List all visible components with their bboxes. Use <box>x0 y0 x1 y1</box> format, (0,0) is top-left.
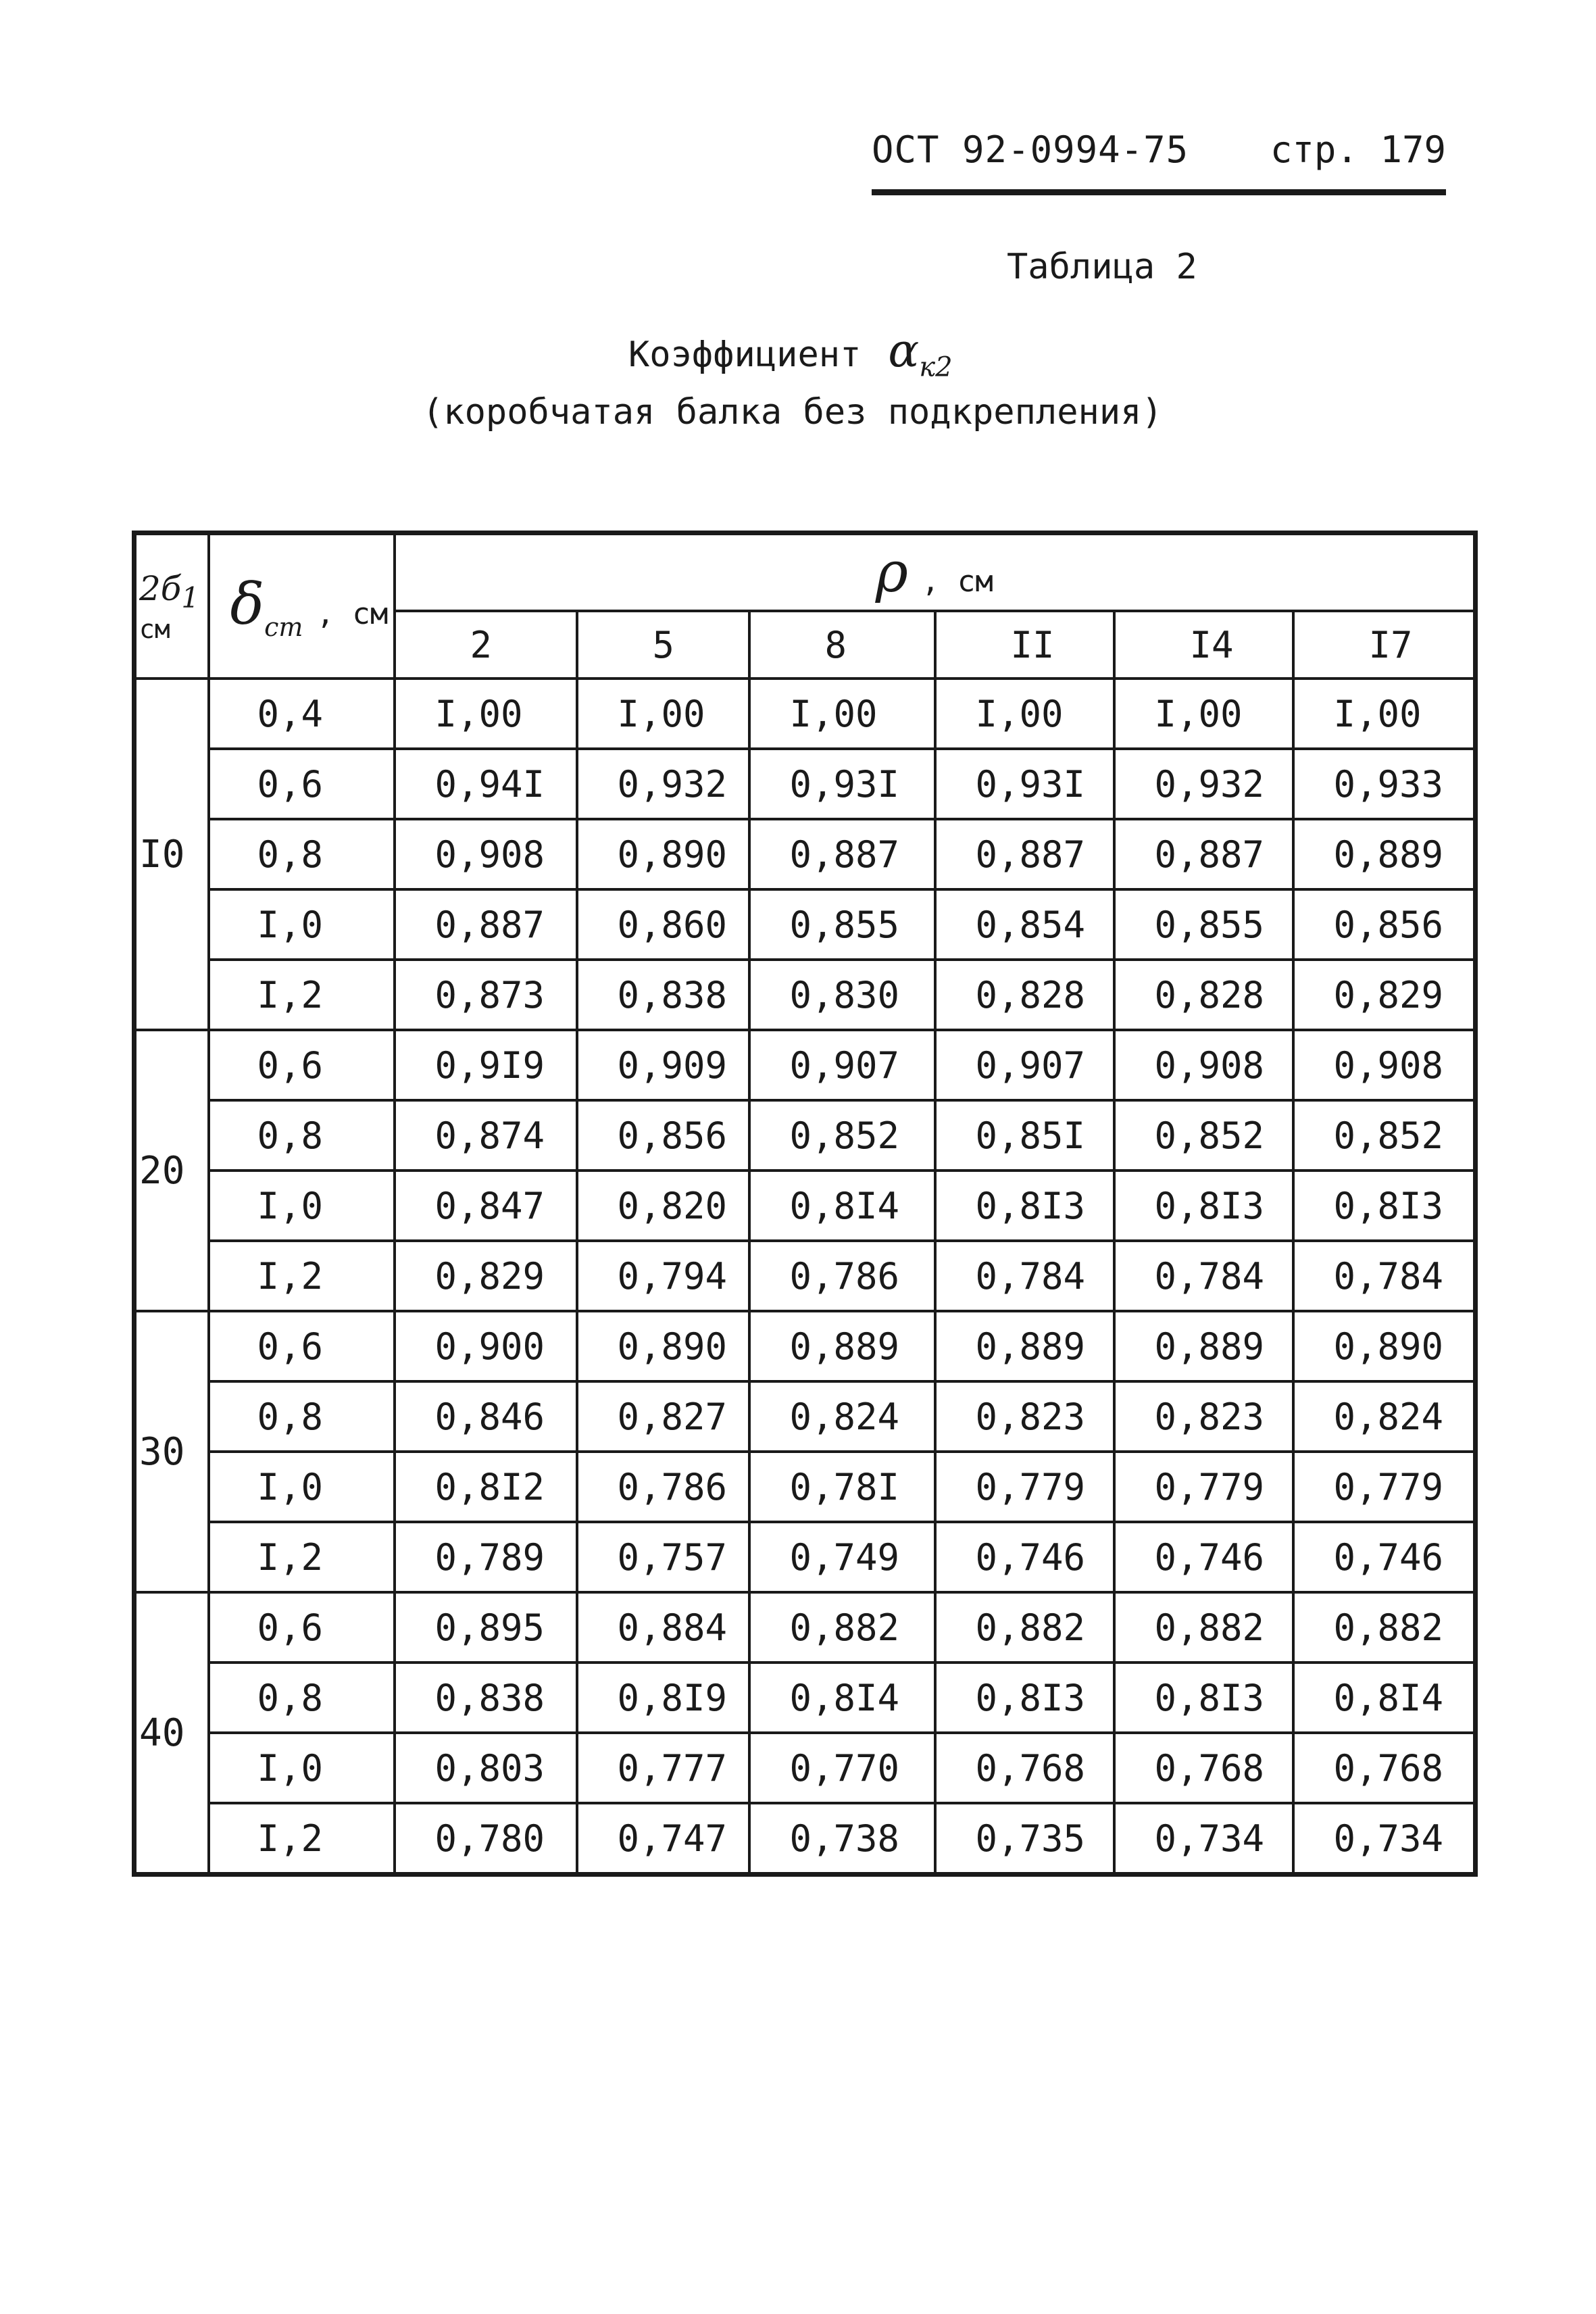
coefficient-cell: 0,827 <box>577 1381 749 1452</box>
coefficient-cell: 0,8I3 <box>935 1663 1114 1733</box>
coefficient-cell: 0,884 <box>577 1592 749 1663</box>
coefficient-cell: 0,823 <box>935 1381 1114 1452</box>
column-header-thickness <box>209 533 395 679</box>
coefficient-cell: 0,887 <box>395 889 577 960</box>
thickness-cell: I,0 <box>209 1171 395 1241</box>
rho-value-header: 2 <box>395 611 577 679</box>
delta-symbol-char: δ <box>230 570 265 637</box>
coefficient-cell: 0,779 <box>1114 1452 1293 1522</box>
coefficient-cell: 0,889 <box>749 1311 935 1381</box>
table-row <box>134 1171 1476 1241</box>
coefficient-cell: 0,747 <box>577 1803 749 1875</box>
table-row <box>134 1311 1476 1381</box>
coefficient-cell: 0,855 <box>749 889 935 960</box>
rho-value-header: II <box>935 611 1114 679</box>
coefficient-cell: 0,779 <box>1293 1452 1476 1522</box>
coefficient-cell: 0,78I <box>749 1452 935 1522</box>
coefficient-cell: 0,824 <box>749 1381 935 1452</box>
coefficient-cell: 0,8I3 <box>1293 1171 1476 1241</box>
coefficient-cell: 0,889 <box>1293 819 1476 889</box>
table-row <box>134 1030 1476 1100</box>
title-text: Коэффициент <box>628 335 862 375</box>
coefficient-cell: 0,803 <box>395 1733 577 1803</box>
delta-symbol <box>230 570 303 642</box>
coefficient-cell: 0,784 <box>1114 1241 1293 1311</box>
width-group-cell: 40 <box>134 1592 209 1875</box>
coefficient-cell: I,00 <box>749 679 935 749</box>
thickness-cell: I,0 <box>209 1733 395 1803</box>
coefficient-cell: 0,889 <box>1114 1311 1293 1381</box>
coefficient-cell: 0,768 <box>935 1733 1114 1803</box>
coefficient-cell: 0,768 <box>1293 1733 1476 1803</box>
coefficient-cell: 0,909 <box>577 1030 749 1100</box>
thickness-cell: 0,6 <box>209 1030 395 1100</box>
header-row-top <box>134 533 1476 612</box>
coefficient-cell: 0,830 <box>749 960 935 1030</box>
coefficient-cell: 0,846 <box>395 1381 577 1452</box>
coefficient-cell: 0,852 <box>1114 1100 1293 1171</box>
coefficient-cell: 0,94I <box>395 749 577 819</box>
coefficient-cell: 0,784 <box>1293 1241 1476 1311</box>
coefficient-cell: 0,8I3 <box>1114 1663 1293 1733</box>
coefficient-cell: 0,882 <box>749 1592 935 1663</box>
delta-subscript: ст <box>264 612 303 642</box>
coefficient-cell: 0,908 <box>395 819 577 889</box>
coefficient-cell: 0,820 <box>577 1171 749 1241</box>
coefficient-cell: 0,746 <box>935 1522 1114 1592</box>
coefficient-cell: 0,854 <box>935 889 1114 960</box>
thickness-cell: I,2 <box>209 960 395 1030</box>
coefficient-cell: 0,882 <box>935 1592 1114 1663</box>
coefficient-cell: I,00 <box>935 679 1114 749</box>
table-row <box>134 889 1476 960</box>
column-header-width <box>134 533 209 679</box>
thickness-cell: 0,4 <box>209 679 395 749</box>
document-code: ОСТ 92-0994-75 <box>872 128 1189 171</box>
coefficient-cell: 0,852 <box>749 1100 935 1171</box>
rho-unit: , см <box>921 564 993 599</box>
width-group-cell: I0 <box>134 679 209 1030</box>
table-row <box>134 1733 1476 1803</box>
coefficient-cell: 0,8I2 <box>395 1452 577 1522</box>
page-header <box>872 128 1446 195</box>
coefficient-cell: 0,887 <box>1114 819 1293 889</box>
table-row <box>134 1100 1476 1171</box>
rho-value-header: I7 <box>1293 611 1476 679</box>
coefficient-cell: 0,873 <box>395 960 577 1030</box>
coefficient-cell: 0,887 <box>749 819 935 889</box>
coefficient-cell: I,00 <box>1293 679 1476 749</box>
coefficient-cell: 0,757 <box>577 1522 749 1592</box>
coefficient-cell: 0,932 <box>577 749 749 819</box>
table-row <box>134 1803 1476 1875</box>
table-row <box>134 819 1476 889</box>
thickness-cell: I,2 <box>209 1522 395 1592</box>
coefficient-cell: 0,895 <box>395 1592 577 1663</box>
coefficient-cell: 0,749 <box>749 1522 935 1592</box>
coefficient-cell: 0,746 <box>1293 1522 1476 1592</box>
coefficient-cell: 0,746 <box>1114 1522 1293 1592</box>
table-subtitle: (коробчатая балка без подкрепления) <box>422 392 1163 433</box>
coefficient-cell: 0,9I9 <box>395 1030 577 1100</box>
coefficient-cell: 0,890 <box>577 1311 749 1381</box>
table-row <box>134 1452 1476 1522</box>
table-row <box>134 679 1476 749</box>
thickness-cell: 0,6 <box>209 749 395 819</box>
coefficient-table <box>132 531 1478 1877</box>
alpha-symbol <box>888 324 953 383</box>
coefficient-cell: 0,856 <box>577 1100 749 1171</box>
coefficient-cell: 0,85I <box>935 1100 1114 1171</box>
table-row <box>134 749 1476 819</box>
coefficient-cell: 0,829 <box>395 1241 577 1311</box>
coefficient-cell: I,00 <box>395 679 577 749</box>
table-title <box>628 324 953 383</box>
coefficient-cell: 0,890 <box>577 819 749 889</box>
coefficient-cell: 0,882 <box>1114 1592 1293 1663</box>
thickness-cell: 0,8 <box>209 819 395 889</box>
coefficient-cell: 0,823 <box>1114 1381 1293 1452</box>
width-unit: см <box>139 614 170 644</box>
coefficient-cell: 0,93I <box>749 749 935 819</box>
coefficient-cell: 0,933 <box>1293 749 1476 819</box>
coefficient-cell: 0,890 <box>1293 1311 1476 1381</box>
rho-value-header: I4 <box>1114 611 1293 679</box>
coefficient-cell: I,00 <box>577 679 749 749</box>
column-header-radius <box>395 533 1476 612</box>
coefficient-cell: 0,770 <box>749 1733 935 1803</box>
coefficient-cell: 0,860 <box>577 889 749 960</box>
coefficient-cell: 0,887 <box>935 819 1114 889</box>
table-row <box>134 1522 1476 1592</box>
thickness-cell: I,0 <box>209 889 395 960</box>
coefficient-cell: 0,932 <box>1114 749 1293 819</box>
width-subscript: 1 <box>181 581 199 614</box>
thickness-cell: I,0 <box>209 1452 395 1522</box>
coefficient-cell: 0,8I3 <box>935 1171 1114 1241</box>
coefficient-cell: 0,738 <box>749 1803 935 1875</box>
coefficient-cell: 0,908 <box>1114 1030 1293 1100</box>
alpha-symbol-char: α <box>888 324 920 378</box>
coefficient-cell: 0,777 <box>577 1733 749 1803</box>
coefficient-cell: 0,828 <box>935 960 1114 1030</box>
coefficient-cell: 0,794 <box>577 1241 749 1311</box>
coefficient-cell: 0,828 <box>1114 960 1293 1030</box>
coefficient-cell: 0,735 <box>935 1803 1114 1875</box>
rho-value-header: 5 <box>577 611 749 679</box>
coefficient-cell: I,00 <box>1114 679 1293 749</box>
table-row <box>134 1663 1476 1733</box>
thickness-cell: I,2 <box>209 1803 395 1875</box>
alpha-symbol-subscript: к2 <box>919 351 953 383</box>
coefficient-cell: 0,900 <box>395 1311 577 1381</box>
coefficient-cell: 0,855 <box>1114 889 1293 960</box>
thickness-cell: 0,6 <box>209 1592 395 1663</box>
coefficient-cell: 0,829 <box>1293 960 1476 1030</box>
coefficient-cell: 0,8I3 <box>1114 1171 1293 1241</box>
coefficient-cell: 0,907 <box>749 1030 935 1100</box>
width-symbol: 2б <box>139 568 182 608</box>
table-body <box>134 679 1476 1875</box>
coefficient-cell: 0,889 <box>935 1311 1114 1381</box>
table-row <box>134 1241 1476 1311</box>
coefficient-cell: 0,838 <box>395 1663 577 1733</box>
table-row <box>134 1592 1476 1663</box>
coefficient-cell: 0,856 <box>1293 889 1476 960</box>
coefficient-cell: 0,847 <box>395 1171 577 1241</box>
coefficient-cell: 0,874 <box>395 1100 577 1171</box>
coefficient-cell: 0,768 <box>1114 1733 1293 1803</box>
table-row <box>134 1381 1476 1452</box>
coefficient-cell: 0,8I4 <box>749 1663 935 1733</box>
delta-unit: , см <box>316 596 389 631</box>
width-group-cell: 30 <box>134 1311 209 1592</box>
coefficient-cell: 0,780 <box>395 1803 577 1875</box>
coefficient-cell: 0,8I4 <box>749 1171 935 1241</box>
rho-symbol: ρ <box>875 540 908 605</box>
coefficient-cell: 0,789 <box>395 1522 577 1592</box>
table-label: Таблица 2 <box>1007 247 1197 287</box>
coefficient-cell: 0,734 <box>1293 1803 1476 1875</box>
coefficient-cell: 0,824 <box>1293 1381 1476 1452</box>
thickness-cell: 0,6 <box>209 1311 395 1381</box>
table-row <box>134 960 1476 1030</box>
coefficient-cell: 0,8I9 <box>577 1663 749 1733</box>
page-number: стр. 179 <box>1270 128 1446 171</box>
coefficient-cell: 0,852 <box>1293 1100 1476 1171</box>
coefficient-cell: 0,784 <box>935 1241 1114 1311</box>
coefficient-cell: 0,93I <box>935 749 1114 819</box>
coefficient-cell: 0,779 <box>935 1452 1114 1522</box>
thickness-cell: 0,8 <box>209 1663 395 1733</box>
coefficient-cell: 0,786 <box>577 1452 749 1522</box>
coefficient-cell: 0,838 <box>577 960 749 1030</box>
width-group-cell: 20 <box>134 1030 209 1311</box>
coefficient-cell: 0,8I4 <box>1293 1663 1476 1733</box>
thickness-cell: 0,8 <box>209 1100 395 1171</box>
coefficient-cell: 0,882 <box>1293 1592 1476 1663</box>
thickness-cell: I,2 <box>209 1241 395 1311</box>
coefficient-cell: 0,786 <box>749 1241 935 1311</box>
coefficient-cell: 0,908 <box>1293 1030 1476 1100</box>
thickness-cell: 0,8 <box>209 1381 395 1452</box>
rho-value-header: 8 <box>749 611 935 679</box>
coefficient-cell: 0,734 <box>1114 1803 1293 1875</box>
coefficient-cell: 0,907 <box>935 1030 1114 1100</box>
